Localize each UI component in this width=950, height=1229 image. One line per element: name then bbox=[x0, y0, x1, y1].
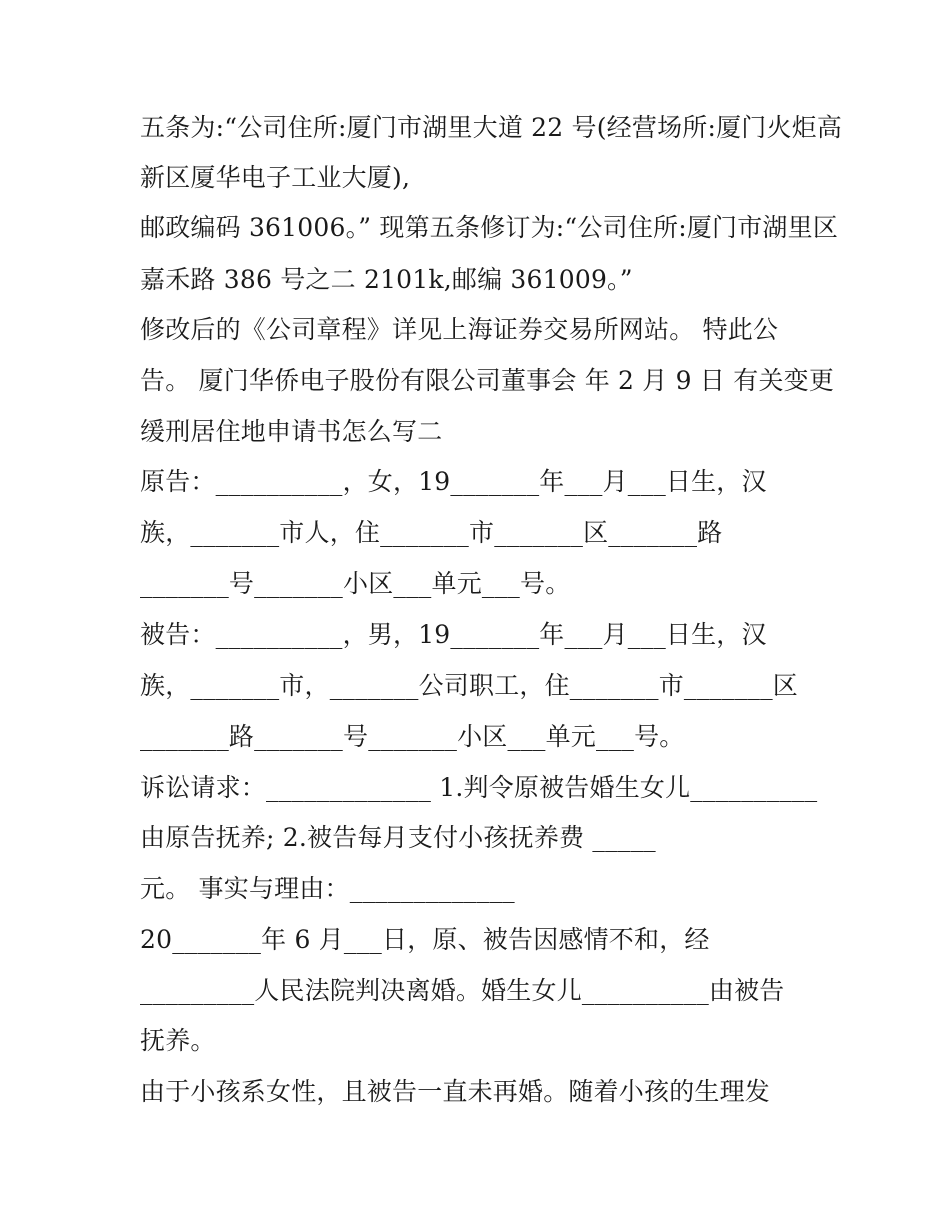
text-line: 抚养。 bbox=[140, 1026, 216, 1055]
text-line: _______号_______小区___单元___号。 bbox=[140, 569, 571, 598]
text-line: 诉讼请求：_____________ 1.判令原被告婚生女儿__________ bbox=[140, 773, 818, 802]
text-line: 元。 事实与理由：_____________ bbox=[140, 874, 515, 903]
text-line: 族，_______市，_______公司职工，住_______市_______区 bbox=[140, 671, 799, 700]
text-line: 五条为:“公司住所:厦门市湖里大道 22 号(经营场所:厦门火炬高 bbox=[140, 113, 843, 142]
text-line: 告。 厦门华侨电子股份有限公司董事会 年 2 月 9 日 有关变更 bbox=[140, 366, 835, 395]
text-line: 邮政编码 361006。” 现第五条修订为:“公司住所:厦门市湖里区 bbox=[140, 213, 839, 242]
text-line: 族，_______市人，住_______市_______区_______路 bbox=[140, 518, 723, 547]
text-line: 20_______年 6 月___日，原、被告因感情不和，经 bbox=[140, 925, 710, 954]
text-line: 修改后的《公司章程》详见上海证券交易所网站。 特此公 bbox=[140, 315, 779, 344]
text-line: _________人民法院判决离婚。婚生女儿__________由被告 bbox=[140, 976, 785, 1005]
text-line: 缓刑居住地申请书怎么写二 bbox=[140, 417, 443, 446]
text-line: _______路_______号_______小区___单元___号。 bbox=[140, 722, 685, 751]
text-line: 被告：__________，男，19_______年___月___日生，汉 bbox=[140, 620, 767, 649]
text-line: 嘉禾路 386 号之二 2101k,邮编 361009。” bbox=[140, 265, 633, 294]
text-line: 由原告抚养; 2.被告每月支付小孩抚养费 _____ bbox=[140, 823, 656, 852]
text-line: 由于小孩系女性，且被告一直未再婚。随着小孩的生理发 bbox=[140, 1077, 771, 1106]
text-line: 原告：__________，女，19_______年___月___日生，汉 bbox=[140, 467, 767, 496]
text-line: 新区厦华电子工业大厦), bbox=[140, 163, 411, 192]
